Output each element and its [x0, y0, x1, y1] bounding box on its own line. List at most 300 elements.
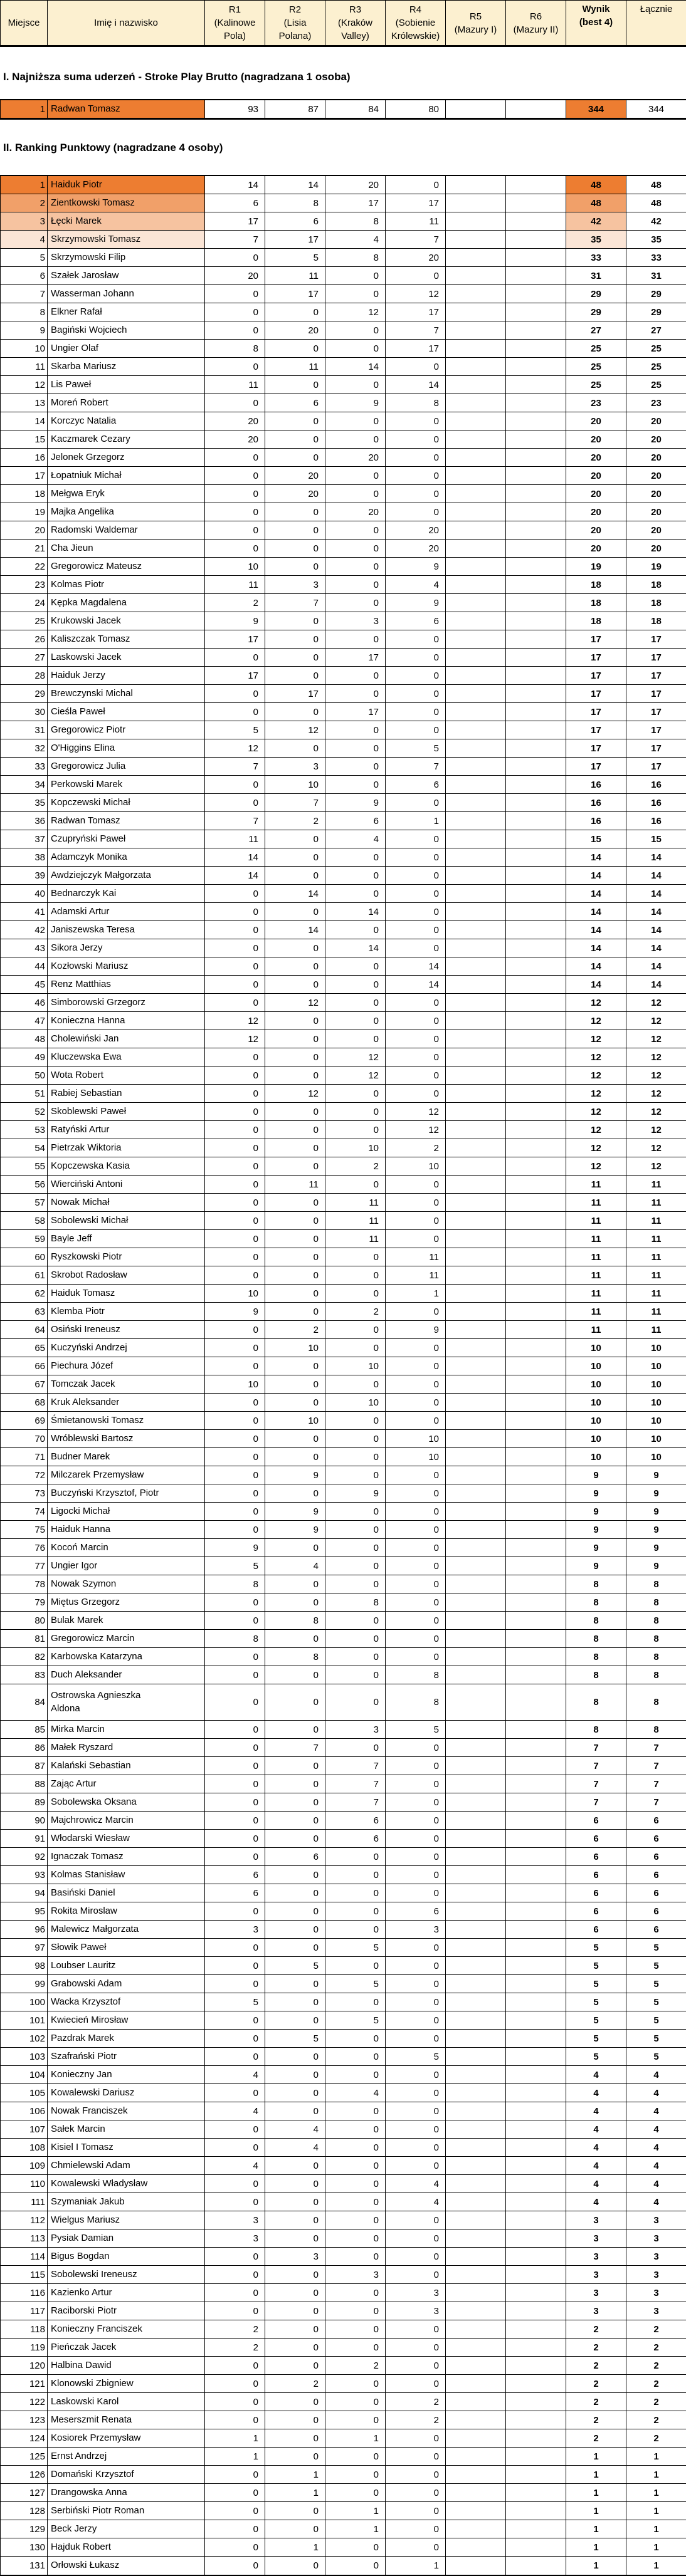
r6-score-cell: [506, 1993, 566, 2011]
r1-score-cell: 93: [205, 100, 265, 118]
r6-score-cell: [506, 1303, 566, 1320]
r3-score-cell: 0: [325, 630, 386, 648]
r1-score-cell: 7: [205, 758, 265, 775]
points-ranking-table: [0, 175, 686, 2576]
wynik-cell: 3: [566, 2248, 626, 2265]
r2-score-cell: 0: [265, 2411, 325, 2429]
name-cell: Sobolewski Michał: [48, 1212, 205, 1229]
r1-score-cell: 9: [205, 1539, 265, 1557]
lacznie-cell: 11: [626, 1266, 686, 1284]
wynik-cell: 10: [566, 1339, 626, 1357]
r3-score-cell: 0: [325, 739, 386, 757]
r2-score-cell: 0: [265, 521, 325, 539]
table-row: [1, 1630, 686, 1648]
r3-score-cell: 7: [325, 1775, 386, 1793]
table-row: [1, 267, 686, 285]
name-cell: Wasserman Johann: [48, 285, 205, 303]
r6-score-cell: [506, 1812, 566, 1829]
name-cell: Ostrowska Agnieszka Aldona: [48, 1684, 205, 1720]
r4-score-cell: 0: [386, 1830, 446, 1847]
r3-score-cell: 14: [325, 358, 386, 375]
r6-score-cell: [506, 1739, 566, 1756]
place-cell: 55: [1, 1157, 48, 1175]
place-cell: 116: [1, 2284, 48, 2302]
wynik-cell: 42: [566, 212, 626, 230]
r2-score-cell: 0: [265, 1993, 325, 2011]
r1-score-cell: 0: [205, 503, 265, 521]
r3-score-cell: 7: [325, 1793, 386, 1811]
r5-score-cell: [446, 2302, 506, 2320]
r6-score-cell: [506, 2175, 566, 2193]
lacznie-cell: 4: [626, 2084, 686, 2102]
place-cell: 57: [1, 1194, 48, 1211]
r4-score-cell: 8: [386, 394, 446, 412]
name-cell: Wielgus Mariusz: [48, 2211, 205, 2229]
place-cell: 21: [1, 540, 48, 557]
r6-score-cell: [506, 2157, 566, 2174]
place-cell: 125: [1, 2448, 48, 2465]
name-cell: Milczarek Przemysław: [48, 1466, 205, 1484]
name-cell: Skoblewski Paweł: [48, 1103, 205, 1120]
r1-score-cell: 20: [205, 430, 265, 448]
r5-score-cell: [446, 2484, 506, 2501]
r3-score-cell: 0: [325, 2538, 386, 2556]
name-cell: Jelonek Grzegorz: [48, 449, 205, 466]
r6-score-cell: [506, 2484, 566, 2501]
r2-score-cell: 0: [265, 1048, 325, 1066]
wynik-cell: 7: [566, 1775, 626, 1793]
r6-score-cell: [506, 2011, 566, 2029]
r5-score-cell: [446, 394, 506, 412]
r2-score-cell: 0: [265, 2066, 325, 2083]
r6-score-cell: [506, 2248, 566, 2265]
r2-score-cell: 14: [265, 921, 325, 939]
r5-score-cell: [446, 1593, 506, 1611]
r4-score-cell: 9: [386, 594, 446, 612]
wynik-cell: 1: [566, 2448, 626, 2465]
lacznie-cell: 12: [626, 1157, 686, 1175]
wynik-cell: 6: [566, 1812, 626, 1829]
lacznie-cell: 12: [626, 1103, 686, 1120]
name-cell: Słowik Paweł: [48, 1939, 205, 1956]
lacznie-cell: 8: [626, 1575, 686, 1593]
lacznie-cell: 5: [626, 1975, 686, 1993]
r2-score-cell: 0: [265, 2193, 325, 2211]
table-row: [1, 2502, 686, 2520]
lacznie-cell: 20: [626, 540, 686, 557]
r2-score-cell: 0: [265, 2102, 325, 2120]
r2-score-cell: 8: [265, 1648, 325, 1666]
place-cell: 9: [1, 321, 48, 339]
place-cell: 58: [1, 1212, 48, 1229]
r4-score-cell: 0: [386, 2484, 446, 2501]
r1-score-cell: 0: [205, 2139, 265, 2156]
r4-score-cell: 0: [386, 2211, 446, 2229]
r4-score-cell: 17: [386, 194, 446, 212]
r3-score-cell: 0: [325, 521, 386, 539]
name-cell: Malewicz Małgorzata: [48, 1921, 205, 1938]
table-row: [1, 939, 686, 957]
table-row: [1, 612, 686, 630]
name-cell: Bigus Bogdan: [48, 2248, 205, 2265]
wynik-cell: 3: [566, 2211, 626, 2229]
column-header: Imię i nazwisko: [48, 1, 205, 45]
place-cell: 40: [1, 885, 48, 902]
r3-score-cell: 0: [325, 1921, 386, 1938]
r3-score-cell: 0: [325, 2320, 386, 2338]
r3-score-cell: 0: [325, 2175, 386, 2193]
lacznie-cell: 6: [626, 1884, 686, 1902]
table-row: [1, 2120, 686, 2139]
r4-score-cell: 0: [386, 1993, 446, 2011]
place-cell: 65: [1, 1339, 48, 1357]
r2-score-cell: 0: [265, 2520, 325, 2538]
r5-score-cell: [446, 612, 506, 630]
wynik-cell: 8: [566, 1666, 626, 1684]
r4-score-cell: 0: [386, 1048, 446, 1066]
r2-score-cell: 0: [265, 1484, 325, 1502]
name-cell: Mełgwa Eryk: [48, 485, 205, 503]
r4-score-cell: 9: [386, 558, 446, 575]
r1-score-cell: 0: [205, 885, 265, 902]
name-cell: Hajduk Robert: [48, 2538, 205, 2556]
r2-score-cell: 17: [265, 285, 325, 303]
wynik-cell: 3: [566, 2229, 626, 2247]
r4-score-cell: 1: [386, 2557, 446, 2575]
table-row: [1, 721, 686, 739]
r1-score-cell: 0: [205, 1321, 265, 1338]
wynik-cell: 8: [566, 1721, 626, 1738]
r1-score-cell: 7: [205, 812, 265, 830]
name-cell: Kopczewska Kasia: [48, 1157, 205, 1175]
wynik-cell: 5: [566, 2030, 626, 2047]
r5-score-cell: [446, 2066, 506, 2083]
r3-score-cell: 0: [325, 2048, 386, 2065]
lacznie-cell: 7: [626, 1739, 686, 1756]
lacznie-cell: 14: [626, 957, 686, 975]
results-table-header: [0, 0, 686, 47]
place-cell: 13: [1, 394, 48, 412]
table-row: [1, 1957, 686, 1975]
table-row: [1, 1303, 686, 1321]
wynik-cell: 10: [566, 1357, 626, 1375]
name-cell: Drangowska Anna: [48, 2484, 205, 2501]
wynik-cell: 20: [566, 412, 626, 430]
table-row: [1, 1757, 686, 1775]
r6-score-cell: [506, 1430, 566, 1447]
wynik-cell: 20: [566, 449, 626, 466]
r2-score-cell: 0: [265, 1194, 325, 1211]
r1-score-cell: 7: [205, 231, 265, 248]
lacznie-cell: 12: [626, 1030, 686, 1048]
r4-score-cell: 0: [386, 794, 446, 811]
r6-score-cell: [506, 2339, 566, 2356]
r1-score-cell: 17: [205, 630, 265, 648]
wynik-cell: 23: [566, 394, 626, 412]
r4-score-cell: 0: [386, 2502, 446, 2520]
r1-score-cell: 0: [205, 1957, 265, 1974]
r2-score-cell: 0: [265, 1630, 325, 1647]
lacznie-cell: 4: [626, 2102, 686, 2120]
name-cell: Sobolewska Oksana: [48, 1793, 205, 1811]
place-cell: 85: [1, 1721, 48, 1738]
r6-score-cell: [506, 1648, 566, 1666]
lacznie-cell: 2: [626, 2411, 686, 2429]
r2-score-cell: 9: [265, 1466, 325, 1484]
table-row: [1, 2211, 686, 2229]
name-cell: Serbiński Piotr Roman: [48, 2502, 205, 2520]
r3-score-cell: 0: [325, 1030, 386, 1048]
table-row: [1, 848, 686, 867]
table-row: [1, 2084, 686, 2102]
r2-score-cell: 5: [265, 1957, 325, 1974]
wynik-cell: 12: [566, 1121, 626, 1139]
r1-score-cell: 0: [205, 957, 265, 975]
place-cell: 80: [1, 1612, 48, 1629]
r1-score-cell: 0: [205, 1103, 265, 1120]
lacznie-cell: 9: [626, 1484, 686, 1502]
wynik-cell: 11: [566, 1266, 626, 1284]
r3-score-cell: 0: [325, 885, 386, 902]
r3-score-cell: 1: [325, 2502, 386, 2520]
r5-score-cell: [446, 503, 506, 521]
table-row: [1, 1866, 686, 1884]
table-row: [1, 2030, 686, 2048]
r5-score-cell: [446, 1612, 506, 1629]
r4-score-cell: 0: [386, 2102, 446, 2120]
wynik-cell: 12: [566, 1030, 626, 1048]
r4-score-cell: 0: [386, 1775, 446, 1793]
r1-score-cell: 3: [205, 2229, 265, 2247]
r3-score-cell: 0: [325, 776, 386, 793]
name-cell: Konieczny Franciszek: [48, 2320, 205, 2338]
r2-score-cell: 0: [265, 848, 325, 866]
r1-score-cell: 3: [205, 1921, 265, 1938]
r4-score-cell: 0: [386, 2030, 446, 2047]
r2-score-cell: 11: [265, 267, 325, 284]
name-cell: Kowalewski Władysław: [48, 2175, 205, 2193]
lacznie-cell: 18: [626, 594, 686, 612]
r5-score-cell: [446, 1503, 506, 1520]
r2-score-cell: 0: [265, 2429, 325, 2447]
r4-score-cell: 0: [386, 1612, 446, 1629]
r5-score-cell: [446, 1830, 506, 1847]
place-cell: 79: [1, 1593, 48, 1611]
r2-score-cell: 10: [265, 1412, 325, 1429]
place-cell: 94: [1, 1884, 48, 1902]
place-cell: 73: [1, 1484, 48, 1502]
wynik-cell: 2: [566, 2393, 626, 2411]
r2-score-cell: 9: [265, 1503, 325, 1520]
r6-score-cell: [506, 1194, 566, 1211]
table-row: [1, 1030, 686, 1048]
r5-score-cell: [446, 594, 506, 612]
r1-score-cell: 0: [205, 1139, 265, 1157]
name-cell: Mirka Marcin: [48, 1721, 205, 1738]
r6-score-cell: [506, 848, 566, 866]
wynik-cell: 17: [566, 649, 626, 666]
r6-score-cell: [506, 1212, 566, 1229]
wynik-cell: 3: [566, 2302, 626, 2320]
r6-score-cell: [506, 1266, 566, 1284]
lacznie-cell: 12: [626, 1012, 686, 1030]
r2-score-cell: 0: [265, 2339, 325, 2356]
r1-score-cell: 0: [205, 1812, 265, 1829]
r3-score-cell: 8: [325, 249, 386, 266]
wynik-cell: 25: [566, 358, 626, 375]
lacznie-cell: 8: [626, 1612, 686, 1629]
r1-score-cell: 0: [205, 285, 265, 303]
r3-score-cell: 10: [325, 1357, 386, 1375]
r5-score-cell: [446, 848, 506, 866]
place-cell: 92: [1, 1848, 48, 1865]
r6-score-cell: [506, 867, 566, 884]
lacznie-cell: 8: [626, 1721, 686, 1738]
place-cell: 66: [1, 1357, 48, 1375]
r5-score-cell: [446, 1430, 506, 1447]
r5-score-cell: [446, 1902, 506, 1920]
place-cell: 123: [1, 2411, 48, 2429]
name-cell: Ernst Andrzej: [48, 2448, 205, 2465]
place-cell: 115: [1, 2266, 48, 2283]
r5-score-cell: [446, 2538, 506, 2556]
lacznie-cell: 9: [626, 1557, 686, 1575]
place-cell: 100: [1, 1993, 48, 2011]
r5-score-cell: [446, 194, 506, 212]
r6-score-cell: [506, 1630, 566, 1647]
r3-score-cell: 10: [325, 1394, 386, 1411]
r1-score-cell: 0: [205, 1266, 265, 1284]
r1-score-cell: 14: [205, 848, 265, 866]
r1-score-cell: 0: [205, 1830, 265, 1847]
name-cell: Klemba Piotr: [48, 1303, 205, 1320]
place-cell: 67: [1, 1375, 48, 1393]
r3-score-cell: 2: [325, 1157, 386, 1175]
wynik-cell: 29: [566, 303, 626, 321]
r1-score-cell: 12: [205, 739, 265, 757]
table-row: [1, 1121, 686, 1139]
r5-score-cell: [446, 1448, 506, 1466]
wynik-cell: 27: [566, 321, 626, 339]
name-cell: Loubser Lauritz: [48, 1957, 205, 1974]
name-cell: Szymaniak Jakub: [48, 2193, 205, 2211]
wynik-cell: 7: [566, 1793, 626, 1811]
lacznie-cell: 12: [626, 1048, 686, 1066]
wynik-cell: 11: [566, 1285, 626, 1302]
r1-score-cell: 0: [205, 1666, 265, 1684]
r2-score-cell: 0: [265, 1030, 325, 1048]
lacznie-cell: 14: [626, 903, 686, 920]
lacznie-cell: 29: [626, 303, 686, 321]
place-cell: 106: [1, 2102, 48, 2120]
r2-score-cell: 0: [265, 1121, 325, 1139]
r2-score-cell: 0: [265, 1430, 325, 1447]
name-cell: Wacka Krzysztof: [48, 1993, 205, 2011]
r3-score-cell: 0: [325, 1866, 386, 1884]
name-cell: Pazdrak Marek: [48, 2030, 205, 2047]
r3-score-cell: 0: [325, 1503, 386, 1520]
r4-score-cell: 2: [386, 2411, 446, 2429]
name-cell: Haiduk Hanna: [48, 1521, 205, 1538]
r4-score-cell: 6: [386, 1902, 446, 1920]
table-row: [1, 2466, 686, 2484]
wynik-cell: 12: [566, 1139, 626, 1157]
name-cell: Pietrzak Wiktoria: [48, 1139, 205, 1157]
r4-score-cell: 0: [386, 449, 446, 466]
r3-score-cell: 0: [325, 2302, 386, 2320]
r4-score-cell: 80: [386, 100, 446, 118]
name-cell: Ungier Olaf: [48, 340, 205, 357]
r2-score-cell: 20: [265, 467, 325, 484]
r6-score-cell: [506, 1448, 566, 1466]
name-cell: Simborowski Grzegorz: [48, 994, 205, 1011]
r5-score-cell: [446, 2375, 506, 2392]
lacznie-cell: 25: [626, 358, 686, 375]
r3-score-cell: 0: [325, 2557, 386, 2575]
table-row: [1, 1612, 686, 1630]
lacznie-cell: 10: [626, 1339, 686, 1357]
wynik-cell: 2: [566, 2357, 626, 2374]
r4-score-cell: 0: [386, 1085, 446, 1102]
wynik-cell: 1: [566, 2557, 626, 2575]
name-cell: Kępka Magdalena: [48, 594, 205, 612]
wynik-cell: 1: [566, 2466, 626, 2483]
r2-score-cell: 0: [265, 503, 325, 521]
r3-score-cell: 0: [325, 558, 386, 575]
name-cell: Kwiecień Mirosław: [48, 2011, 205, 2029]
r1-score-cell: 5: [205, 721, 265, 739]
r1-score-cell: 0: [205, 449, 265, 466]
table-row: [1, 467, 686, 485]
name-cell: Kosiorek Przemysław: [48, 2429, 205, 2447]
r6-score-cell: [506, 1466, 566, 1484]
r4-score-cell: 1: [386, 812, 446, 830]
r1-score-cell: 0: [205, 649, 265, 666]
lacznie-cell: 25: [626, 376, 686, 394]
r4-score-cell: 0: [386, 1539, 446, 1557]
name-cell: Ignaczak Tomasz: [48, 1848, 205, 1865]
r4-score-cell: 0: [386, 885, 446, 902]
r3-score-cell: 0: [325, 2466, 386, 2483]
r1-score-cell: 17: [205, 667, 265, 684]
r6-score-cell: [506, 630, 566, 648]
place-cell: 97: [1, 1939, 48, 1956]
r5-score-cell: [446, 1848, 506, 1865]
r4-score-cell: 0: [386, 1757, 446, 1775]
r4-score-cell: 0: [386, 430, 446, 448]
r4-score-cell: 20: [386, 249, 446, 266]
r3-score-cell: 0: [325, 867, 386, 884]
table-row: [1, 2357, 686, 2375]
lacznie-cell: 19: [626, 558, 686, 575]
table-row: [1, 540, 686, 558]
place-cell: 44: [1, 957, 48, 975]
r2-score-cell: 0: [265, 1375, 325, 1393]
column-header: R4 (Sobienie Królewskie): [386, 1, 446, 45]
r1-score-cell: 0: [205, 321, 265, 339]
name-cell: Kopczewski Michał: [48, 794, 205, 811]
name-cell: Piechura Józef: [48, 1357, 205, 1375]
r5-score-cell: [446, 2393, 506, 2411]
wynik-cell: 35: [566, 231, 626, 248]
r3-score-cell: 12: [325, 303, 386, 321]
r2-score-cell: 0: [265, 1303, 325, 1320]
place-cell: 87: [1, 1757, 48, 1775]
place-cell: 24: [1, 594, 48, 612]
r1-score-cell: 4: [205, 2157, 265, 2174]
lacznie-cell: 6: [626, 1921, 686, 1938]
r1-score-cell: 0: [205, 1648, 265, 1666]
